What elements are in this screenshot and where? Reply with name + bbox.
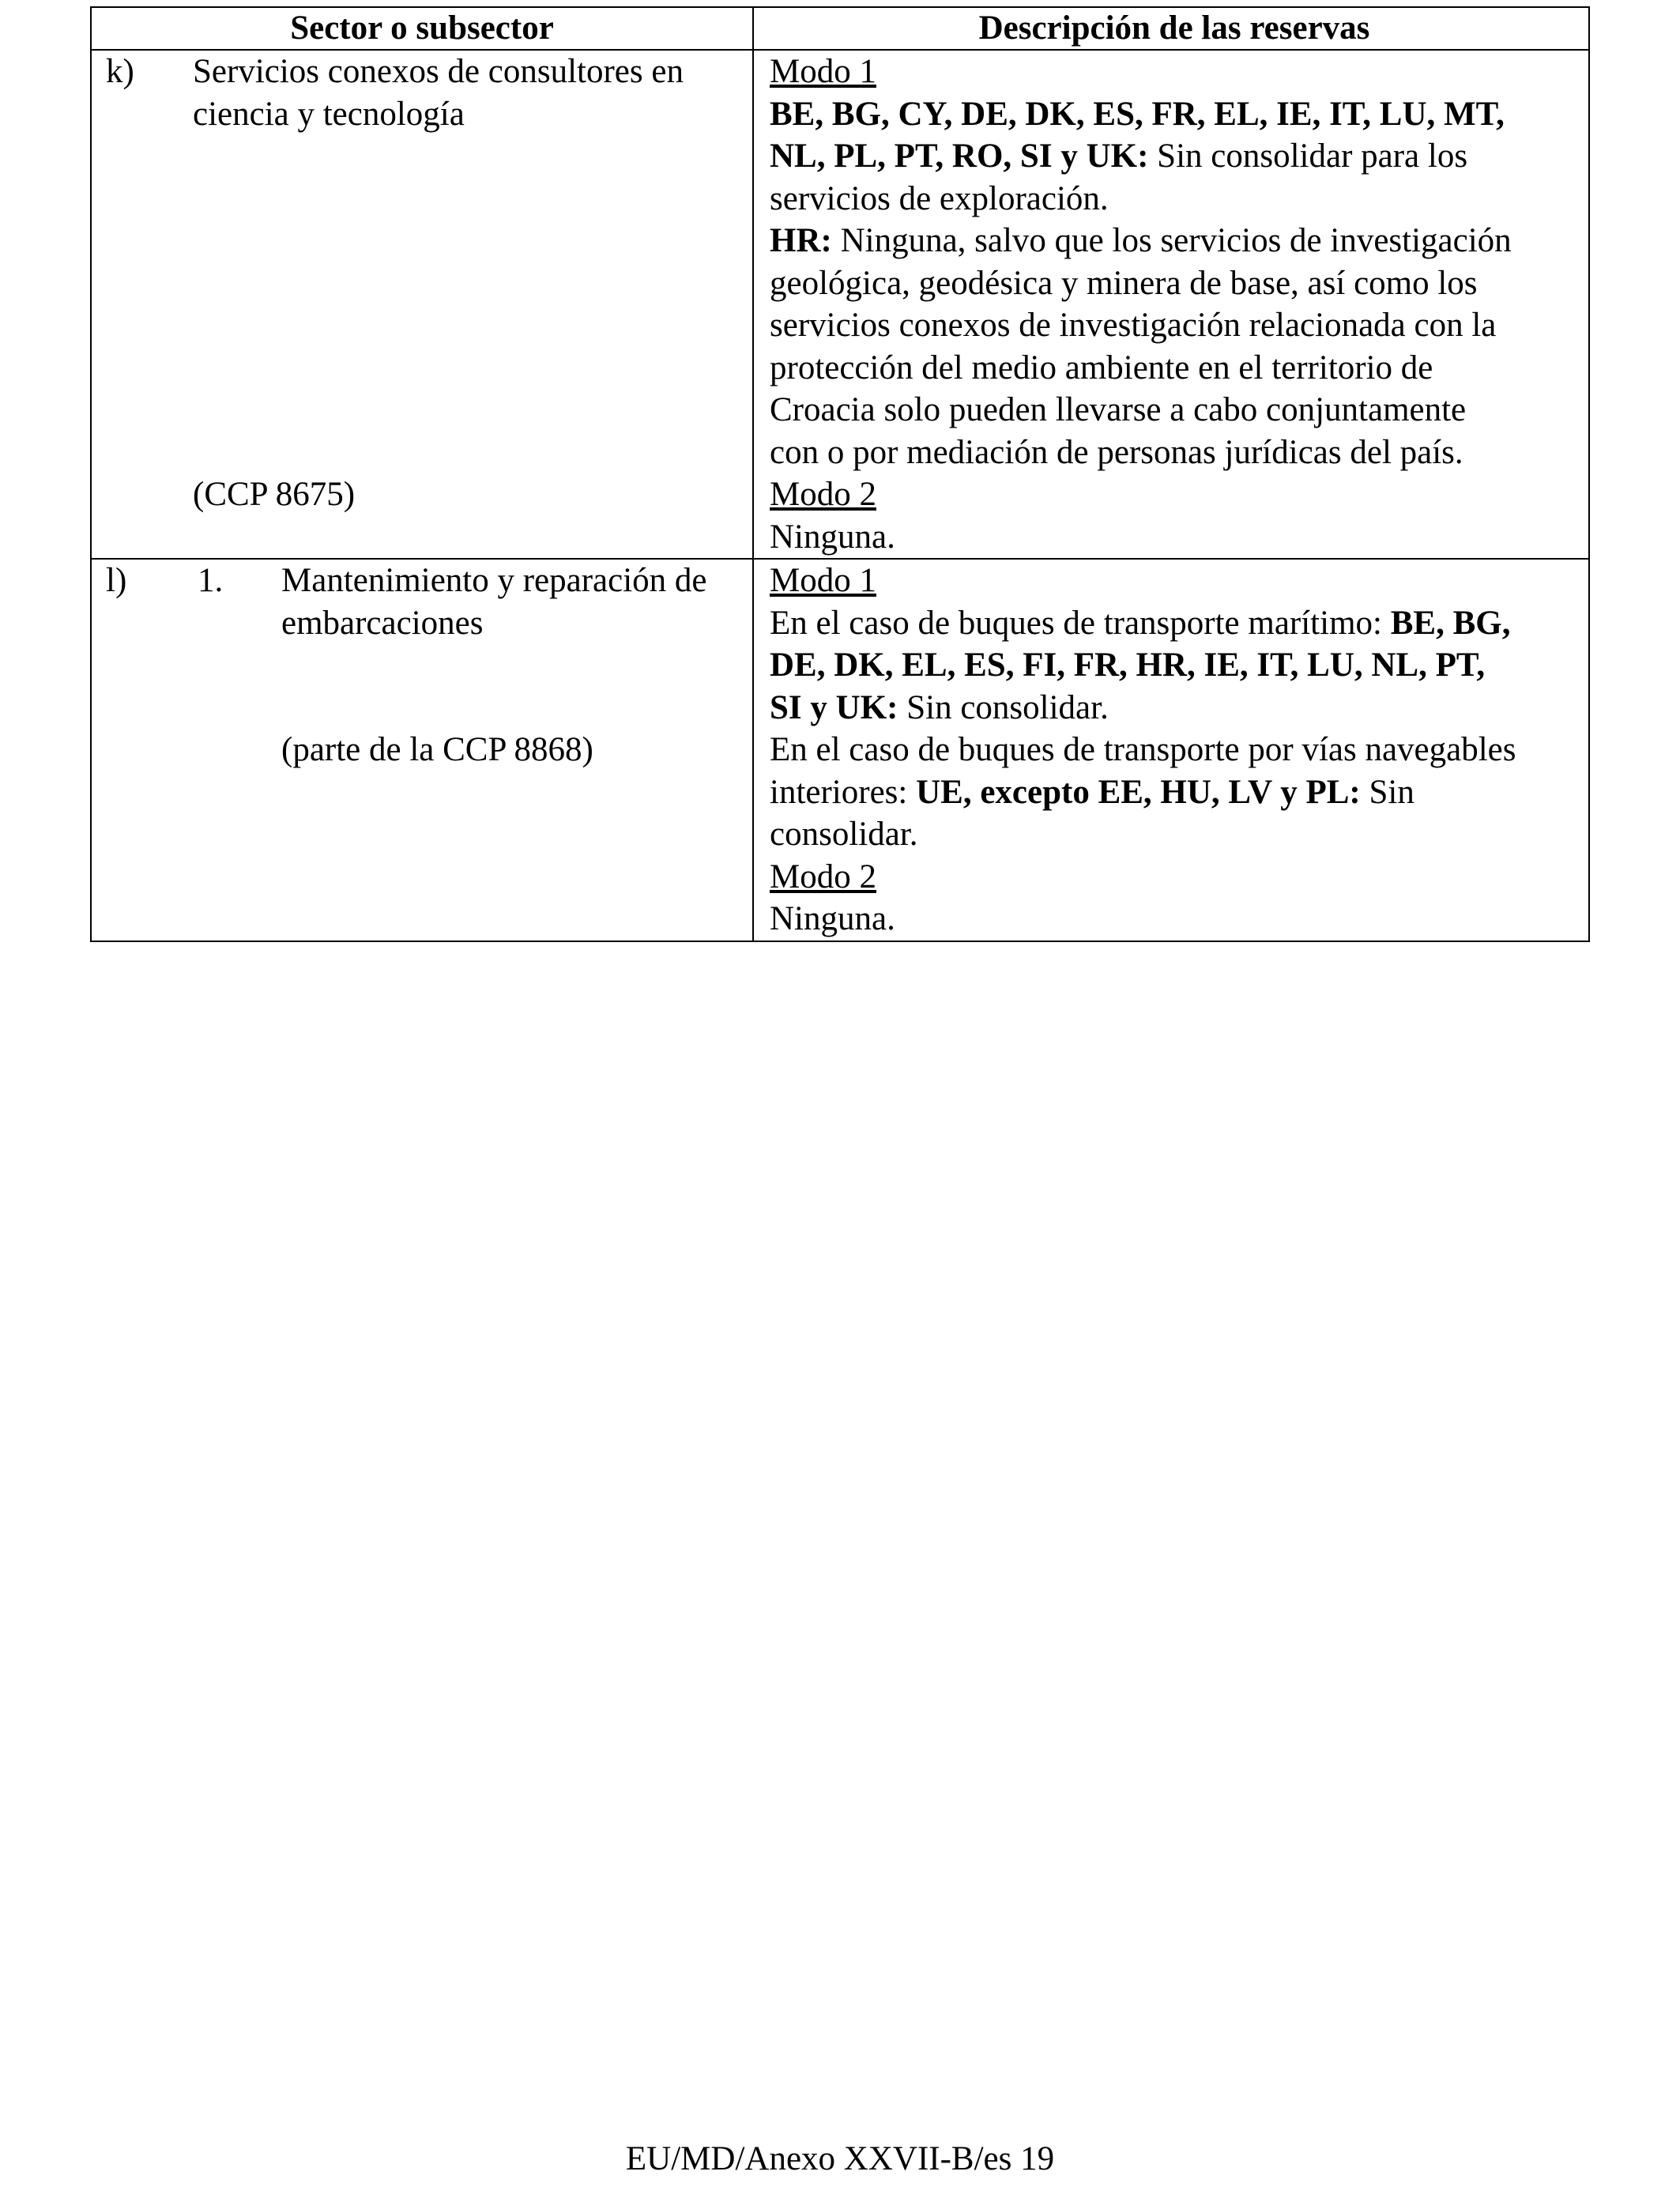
table-row-k — [92, 49, 1588, 558]
row-l-mode2-text: Ninguna. — [770, 900, 895, 937]
page-footer: EU/MD/Anexo XXVII-B/es 19 — [625, 2140, 1055, 2177]
row-k-mode2-heading: Modo 2 — [770, 476, 876, 513]
row-l-mode2-heading: Modo 2 — [770, 858, 876, 895]
row-k-marker: k) — [106, 53, 134, 90]
reservations-table — [90, 6, 1590, 942]
header-sector: Sector o subsector — [92, 8, 754, 49]
row-k-ccp-code: (CCP 8675) — [193, 476, 356, 513]
row-l-sector-cell — [92, 560, 754, 941]
row-l-mode1-heading: Modo 1 — [770, 562, 876, 599]
header-description: Descripción de las reservas — [978, 9, 1370, 47]
row-k-mode1-heading: Modo 1 — [770, 53, 876, 90]
row-l-label: Mantenimiento y reparación de embarcaciones — [281, 562, 707, 642]
row-k-label: Servicios conexos de consultores en ciencia y tecnología — [193, 53, 684, 133]
table-header-row — [92, 8, 1588, 49]
row-k-sector-cell — [92, 51, 754, 558]
table-row-l — [92, 558, 1588, 941]
row-l-ccp-code: (parte de la CCP 8868) — [281, 731, 593, 768]
row-k-description-cell: Modo 1 BE, BG, CY, DE, DK, ES, FR, EL, IE, IT, LU, MT, NL, PL, PT, RO, SI y UK: Sin consolidar para los servicios de exploración. HR: Ninguna, salvo que los servicios de investigación geológica, geodésica y minera de base, así como los servicios conexos de investigación relacionada con la protección del medio ambiente en el territorio de Croacia solo pueden llevarse a cabo conjuntamente con o por mediación de personas jurídicas del país. Modo 2 Ninguna. — [754, 51, 1588, 558]
row-l-item-number: 1. — [198, 562, 224, 599]
row-l-description-cell: Modo 1 En el caso de buques de transporte marítimo: BE, BG, DE, DK, EL, ES, FI, FR, HR, IE, IT, LU, NL, PT, SI y UK: Sin consolidar. En el caso de buques de transporte por vías navegables interiores: UE, excepto EE, HU, LV y PL: Sin consolidar. Modo 2 Ninguna. — [754, 560, 1588, 941]
row-k-mode2-text: Ninguna. — [770, 518, 895, 556]
row-l-marker: l) — [106, 562, 127, 599]
